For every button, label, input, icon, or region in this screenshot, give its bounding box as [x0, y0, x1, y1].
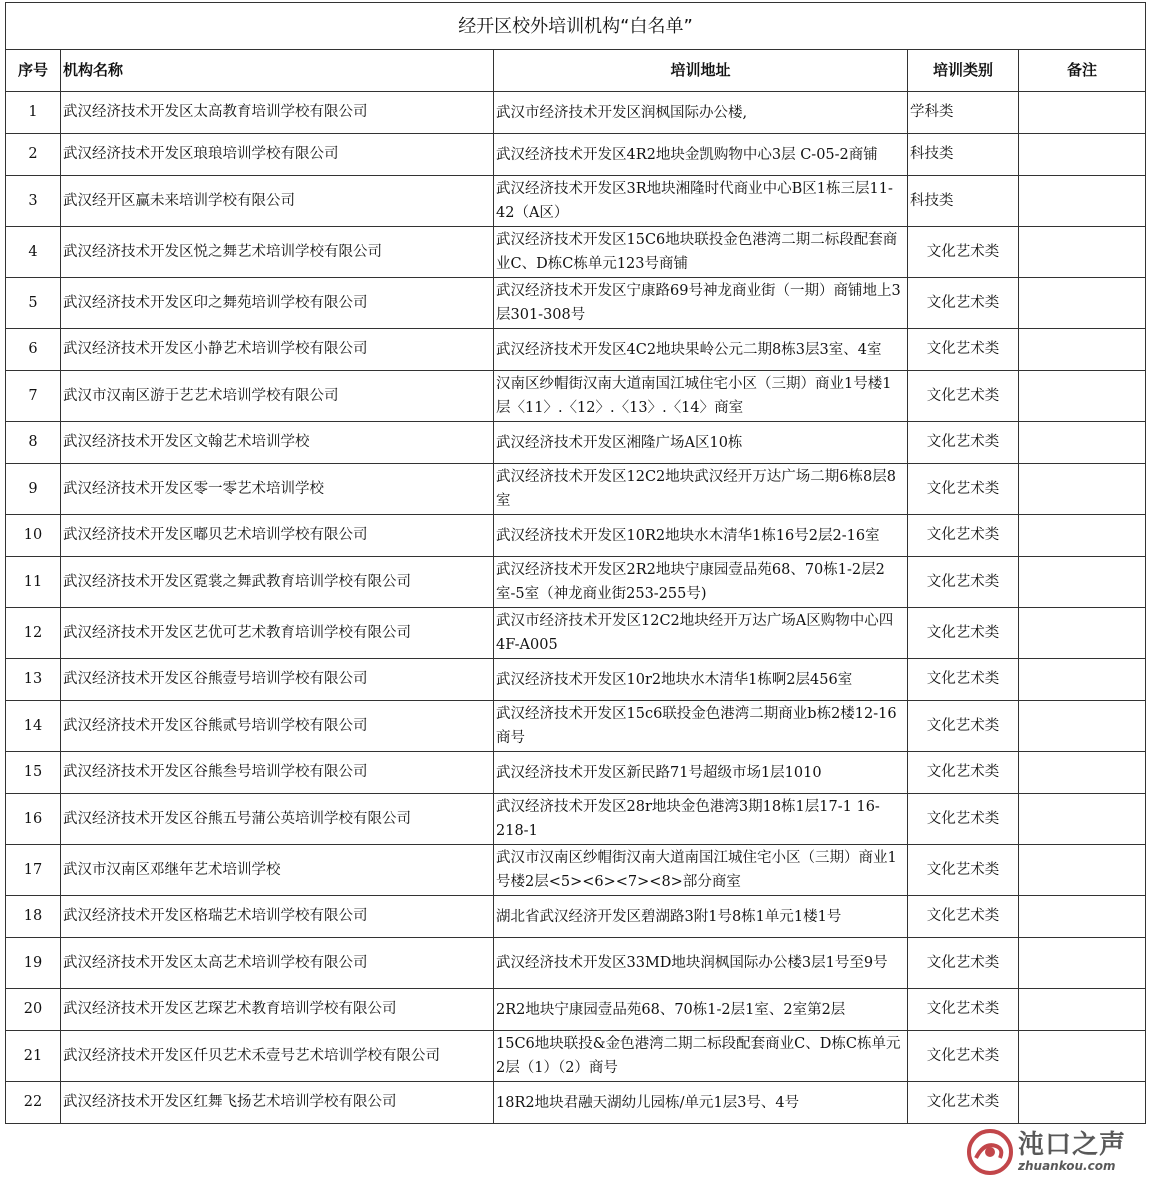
- row-org-name: 武汉经济技术开发区仟贝艺术禾壹号艺术培训学校有限公司: [61, 1031, 494, 1082]
- row-address: 湖北省武汉经济开发区碧湖路3附1号8栋1单元1楼1号: [494, 896, 908, 938]
- table-row: [6, 1082, 1146, 1124]
- table-row: [6, 464, 1146, 515]
- row-category: 文化艺术类: [908, 659, 1019, 701]
- row-number: 18: [6, 896, 61, 938]
- header-name: 机构名称: [61, 50, 494, 92]
- row-number: 8: [6, 422, 61, 464]
- watermark-emblem-icon: [966, 1128, 1014, 1176]
- table-row: [6, 896, 1146, 938]
- row-category: 文化艺术类: [908, 557, 1019, 608]
- watermark-en: zhuankou.com: [1018, 1159, 1116, 1173]
- row-address: 武汉经济技术开发区12C2地块武汉经开万达广场二期6栋8层8室: [494, 464, 908, 515]
- row-category: 文化艺术类: [908, 1082, 1019, 1124]
- table-title: 经开区校外培训机构“白名单”: [6, 3, 1146, 50]
- row-org-name: 武汉经济技术开发区悦之舞艺术培训学校有限公司: [61, 227, 494, 278]
- row-address: 武汉市经济技术开发区润枫国际办公楼,: [494, 92, 908, 134]
- row-number: 13: [6, 659, 61, 701]
- watermark-logo: [966, 1126, 1146, 1178]
- watermark-cn: 沌口之声: [1018, 1130, 1127, 1160]
- row-note: [1019, 1031, 1146, 1082]
- row-org-name: 武汉经济技术开发区谷熊叁号培训学校有限公司: [61, 752, 494, 794]
- row-address: 2R2地块宁康园壹品苑68、70栋1-2层1室、2室第2层: [494, 989, 908, 1031]
- table-row: [6, 371, 1146, 422]
- row-note: [1019, 659, 1146, 701]
- row-category: 文化艺术类: [908, 989, 1019, 1031]
- row-note: [1019, 371, 1146, 422]
- row-address: 武汉经济技术开发区4C2地块果岭公元二期8栋3层3室、4室: [494, 329, 908, 371]
- row-org-name: 武汉市汉南区游于艺艺术培训学校有限公司: [61, 371, 494, 422]
- row-address: 武汉经济技术开发区新民路71号超级市场1层1010: [494, 752, 908, 794]
- row-category: 文化艺术类: [908, 608, 1019, 659]
- row-category: 文化艺术类: [908, 752, 1019, 794]
- row-address: 18R2地块君融天湖幼儿园栋/单元1层3号、4号: [494, 1082, 908, 1124]
- row-note: [1019, 278, 1146, 329]
- row-category: 文化艺术类: [908, 422, 1019, 464]
- row-org-name: 武汉经济技术开发区谷熊贰号培训学校有限公司: [61, 701, 494, 752]
- table-row: [6, 752, 1146, 794]
- row-category: 文化艺术类: [908, 464, 1019, 515]
- row-org-name: 武汉经济技术开发区红舞飞扬艺术培训学校有限公司: [61, 1082, 494, 1124]
- row-org-name: 武汉经济技术开发区印之舞苑培训学校有限公司: [61, 278, 494, 329]
- row-number: 11: [6, 557, 61, 608]
- row-note: [1019, 845, 1146, 896]
- row-address: 武汉经济技术开发区33MD地块润枫国际办公楼3层1号至9号: [494, 938, 908, 989]
- header-note: 备注: [1019, 50, 1146, 92]
- row-address: 武汉经济技术开发区2R2地块宁康园壹品苑68、70栋1-2层2室-5室（神龙商业街253-255号): [494, 557, 908, 608]
- row-address: 武汉经济技术开发区宁康路69号神龙商业街（一期）商铺地上3层301-308号: [494, 278, 908, 329]
- row-note: [1019, 422, 1146, 464]
- row-number: 20: [6, 989, 61, 1031]
- row-note: [1019, 227, 1146, 278]
- row-number: 10: [6, 515, 61, 557]
- row-org-name: 武汉经济技术开发区零一零艺术培训学校: [61, 464, 494, 515]
- row-org-name: 武汉经济技术开发区谷熊壹号培训学校有限公司: [61, 659, 494, 701]
- row-number: 14: [6, 701, 61, 752]
- row-number: 4: [6, 227, 61, 278]
- row-address: 武汉经济技术开发区15c6联投金色港湾二期商业b栋2楼12-16商号: [494, 701, 908, 752]
- row-note: [1019, 938, 1146, 989]
- header-row: [6, 50, 1146, 92]
- title-row: [6, 3, 1146, 50]
- row-note: [1019, 989, 1146, 1031]
- table-row: [6, 1031, 1146, 1082]
- row-org-name: 武汉经济技术开发区格瑞艺术培训学校有限公司: [61, 896, 494, 938]
- row-org-name: 武汉经济技术开发区艺优可艺术教育培训学校有限公司: [61, 608, 494, 659]
- row-number: 5: [6, 278, 61, 329]
- row-address: 武汉市经济技术开发区12C2地块经开万达广场A区购物中心四4F-A005: [494, 608, 908, 659]
- row-note: [1019, 92, 1146, 134]
- header-address: 培训地址: [494, 50, 908, 92]
- row-category: 文化艺术类: [908, 515, 1019, 557]
- header-category: 培训类别: [908, 50, 1019, 92]
- row-address: 武汉经济技术开发区28r地块金色港湾3期18栋1层17-1 16-218-1: [494, 794, 908, 845]
- row-category: 文化艺术类: [908, 329, 1019, 371]
- header-no: 序号: [6, 50, 61, 92]
- row-org-name: 武汉经济技术开发区文翰艺术培训学校: [61, 422, 494, 464]
- row-number: 7: [6, 371, 61, 422]
- table-row: [6, 176, 1146, 227]
- row-address: 武汉经济技术开发区湘隆广场A区10栋: [494, 422, 908, 464]
- row-note: [1019, 329, 1146, 371]
- row-org-name: 武汉经济技术开发区太高艺术培训学校有限公司: [61, 938, 494, 989]
- row-category: 文化艺术类: [908, 278, 1019, 329]
- row-category: 学科类: [908, 92, 1019, 134]
- row-category: 文化艺术类: [908, 701, 1019, 752]
- row-number: 1: [6, 92, 61, 134]
- row-category: 科技类: [908, 134, 1019, 176]
- table-row: [6, 701, 1146, 752]
- row-note: [1019, 896, 1146, 938]
- row-category: 文化艺术类: [908, 896, 1019, 938]
- row-number: 21: [6, 1031, 61, 1082]
- row-note: [1019, 701, 1146, 752]
- row-number: 12: [6, 608, 61, 659]
- row-org-name: 武汉经济技术开发区小静艺术培训学校有限公司: [61, 329, 494, 371]
- row-address: 武汉经济技术开发区4R2地块金凯购物中心3层 C-05-2商铺: [494, 134, 908, 176]
- row-category: 文化艺术类: [908, 845, 1019, 896]
- row-org-name: 武汉经济技术开发区琅琅培训学校有限公司: [61, 134, 494, 176]
- row-org-name: 武汉经济技术开发区嘟贝艺术培训学校有限公司: [61, 515, 494, 557]
- row-note: [1019, 134, 1146, 176]
- row-note: [1019, 752, 1146, 794]
- row-address: 武汉市汉南区纱帽街汉南大道南国江城住宅小区（三期）商业1号楼2层<5><6><7><8>部分商室: [494, 845, 908, 896]
- table-row: [6, 608, 1146, 659]
- row-number: 15: [6, 752, 61, 794]
- row-number: 16: [6, 794, 61, 845]
- row-org-name: 武汉经开区赢未来培训学校有限公司: [61, 176, 494, 227]
- row-category: 文化艺术类: [908, 227, 1019, 278]
- row-address: 武汉经济技术开发区15C6地块联投金色港湾二期二标段配套商业C、D栋C栋单元123号商铺: [494, 227, 908, 278]
- row-note: [1019, 176, 1146, 227]
- row-note: [1019, 608, 1146, 659]
- table-row: [6, 92, 1146, 134]
- row-number: 9: [6, 464, 61, 515]
- row-note: [1019, 515, 1146, 557]
- row-org-name: 武汉经济技术开发区谷熊五号蒲公英培训学校有限公司: [61, 794, 494, 845]
- table-row: [6, 659, 1146, 701]
- table-row: [6, 134, 1146, 176]
- row-address: 汉南区纱帽街汉南大道南国江城住宅小区（三期）商业1号楼1层〈11〉.〈12〉.〈13〉.〈14〉商室: [494, 371, 908, 422]
- row-org-name: 武汉经济技术开发区太高教育培训学校有限公司: [61, 92, 494, 134]
- row-category: 文化艺术类: [908, 794, 1019, 845]
- table-row: [6, 938, 1146, 989]
- table-row: [6, 845, 1146, 896]
- row-address: 15C6地块联投&金色港湾二期二标段配套商业C、D栋C栋单元2层（1）（2）商号: [494, 1031, 908, 1082]
- row-category: 文化艺术类: [908, 371, 1019, 422]
- row-org-name: 武汉经济技术开发区艺琛艺术教育培训学校有限公司: [61, 989, 494, 1031]
- table-row: [6, 329, 1146, 371]
- row-address: 武汉经济技术开发区10R2地块水木清华1栋16号2层2-16室: [494, 515, 908, 557]
- row-address: 武汉经济技术开发区10r2地块水木清华1栋啊2层456室: [494, 659, 908, 701]
- row-note: [1019, 557, 1146, 608]
- table-row: [6, 794, 1146, 845]
- table-row: [6, 422, 1146, 464]
- table-row: [6, 227, 1146, 278]
- row-note: [1019, 794, 1146, 845]
- row-number: 3: [6, 176, 61, 227]
- row-category: 科技类: [908, 176, 1019, 227]
- row-org-name: 武汉市汉南区邓继年艺术培训学校: [61, 845, 494, 896]
- row-address: 武汉经济技术开发区3R地块湘隆时代商业中心B区1栋三层11-42（A区）: [494, 176, 908, 227]
- row-number: 17: [6, 845, 61, 896]
- table-row: [6, 989, 1146, 1031]
- table-row: [6, 515, 1146, 557]
- row-number: 19: [6, 938, 61, 989]
- whitelist-table: [5, 2, 1146, 1124]
- row-note: [1019, 1082, 1146, 1124]
- row-number: 6: [6, 329, 61, 371]
- row-category: 文化艺术类: [908, 938, 1019, 989]
- table-row: [6, 557, 1146, 608]
- table-row: [6, 278, 1146, 329]
- row-number: 22: [6, 1082, 61, 1124]
- row-number: 2: [6, 134, 61, 176]
- row-note: [1019, 464, 1146, 515]
- row-category: 文化艺术类: [908, 1031, 1019, 1082]
- row-org-name: 武汉经济技术开发区霓裳之舞武教育培训学校有限公司: [61, 557, 494, 608]
